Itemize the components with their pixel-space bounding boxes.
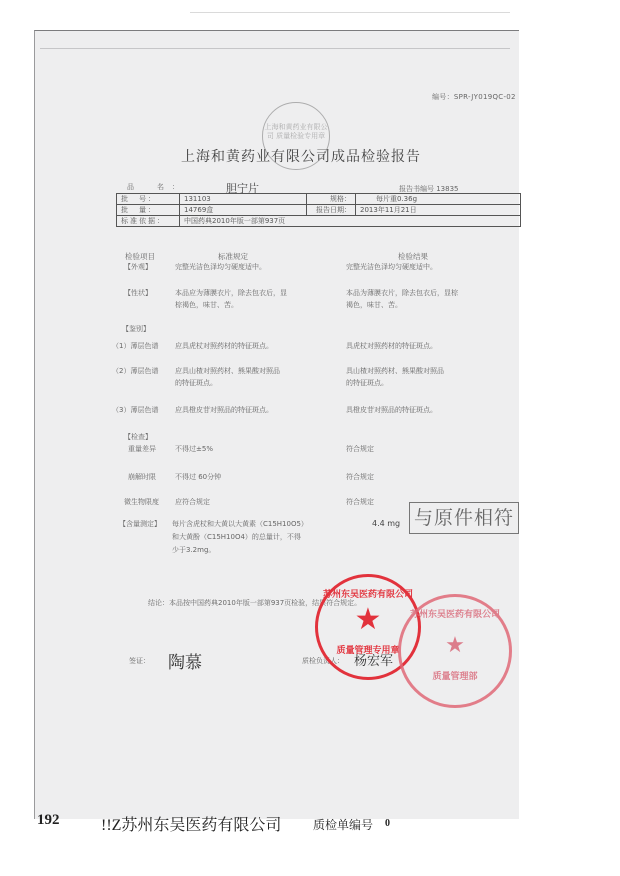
spec-label: 规格： (307, 194, 356, 205)
report-number: 报告书编号 13835 (399, 185, 459, 193)
report-date-label: 报告日期： (307, 205, 356, 216)
column-header-standard: 标准规定 (218, 252, 248, 261)
conclusion-text: 结论：本品按中国药典2010年版一部第937页检验，结果符合规定。 (148, 599, 362, 607)
qc-head-label: 质检负责人： (302, 657, 344, 665)
info-row-standard (117, 216, 521, 227)
inspection-3-standard: 应符合规定 (175, 498, 210, 506)
page-number: 192 (37, 812, 60, 828)
identification-1-result: 具虎杖对照药材的特征斑点。 (346, 342, 437, 350)
inspection-label: 【检查】 (124, 433, 152, 441)
character-standard-line2: 棕褐色，味甘、苦。 (175, 301, 238, 309)
report-date-value: 2013年11月21日 (356, 205, 521, 216)
column-header-item: 检验项目 (125, 252, 155, 261)
qc-number-value: 0 (385, 818, 390, 829)
batch-label: 批 号： (117, 194, 180, 205)
character-result-line1: 本品为薄膜衣片，除去包衣后，显棕 (346, 289, 458, 297)
report-title: 上海和黄药业有限公司成品检验报告 (181, 149, 421, 165)
assay-standard-line1: 每片含虎杖和大黄以大黄素（C15H10O5） (172, 520, 308, 528)
star-icon: ★ (445, 633, 465, 658)
identification-2-standard-line2: 的特征斑点。 (175, 379, 217, 387)
identification-2-result-line2: 的特征斑点。 (346, 379, 388, 387)
inspection-2-standard: 不得过 60分钟 (175, 473, 222, 481)
standard-basis-label: 标准依据： (117, 216, 180, 227)
identification-2-result-line1: 具山楂对照药材、熊果酸对照品 (346, 367, 444, 375)
inspection-2-result: 符合规定 (346, 473, 374, 481)
appearance-standard: 完整光洁色泽均匀硬度适中。 (175, 263, 266, 271)
identification-2-method: （2）薄层色谱 (112, 367, 159, 375)
character-standard-line1: 本品应为薄膜衣片，除去包衣后，显 (175, 289, 287, 297)
assay-standard-line2: 和大黄酚（C15H10O4）的总量计，不得 (172, 533, 301, 541)
assay-standard-line3: 少于3.2mg。 (172, 546, 216, 554)
identification-1-standard: 应具虎杖对照药材的特征斑点。 (175, 342, 273, 350)
product-name-label: 品 名： (127, 183, 187, 191)
product-name-value: 胆宁片 (226, 182, 259, 195)
assay-result: 4.4 mg (372, 519, 401, 528)
identification-2-standard-line1: 应具山楂对照药材、熊果酸对照品 (175, 367, 280, 375)
inspection-3-name: 微生物限度 (124, 498, 159, 506)
standard-basis-value: 中国药典2010年版一部第937页 (180, 216, 521, 227)
spec-value: 每片重0.36g (356, 194, 521, 205)
info-row-quantity (117, 205, 521, 216)
scanned-page-edge (484, 30, 519, 819)
signer-label: 签证： (129, 657, 150, 665)
inspection-1-standard: 不得过±5% (175, 445, 213, 453)
inspection-3-result: 符合规定 (346, 498, 374, 506)
footer-company: !!Z苏州东吴医药有限公司 (101, 817, 282, 834)
identification-1-method: （1）薄层色谱 (112, 342, 159, 350)
assay-label: 【含量测定】 (119, 520, 161, 528)
red-company-seal: 苏州东吴医药有限公司 ★ 质量管理部 (398, 594, 512, 708)
appearance-result: 完整光洁色泽均匀硬度适中。 (346, 263, 437, 271)
identification-3-standard: 应具橙皮苷对照品的特征斑点。 (175, 406, 273, 414)
document-code: 编号：SPR-JY019QC-02 (432, 93, 516, 101)
info-row-batch (117, 194, 521, 205)
inspection-1-name: 重量差异 (128, 445, 156, 453)
signer-signature: 陶慕 (168, 653, 202, 673)
identification-3-result: 具橙皮苷对照品的特征斑点。 (346, 406, 437, 414)
star-icon: ★ (354, 602, 382, 637)
column-header-result: 检验结果 (398, 252, 428, 261)
appearance-label: 【外观】 (124, 263, 152, 271)
quantity-label: 批 量： (117, 205, 180, 216)
inspection-2-name: 崩解时限 (128, 473, 156, 481)
red-quality-seal: 苏州东吴医药有限公司 ★ 质量管理专用章 (315, 574, 421, 680)
character-result-line2: 褐色，味甘、苦。 (346, 301, 402, 309)
copy-conforms-stamp: 与原件相符 (409, 502, 519, 534)
gray-company-stamp: 上海和黄药业有限公司 质量检验专用章 (262, 102, 330, 170)
quantity-value: 14769盒 (180, 205, 307, 216)
identification-label: 【鉴别】 (122, 325, 150, 333)
qc-head-signature: 杨宏军 (354, 654, 394, 669)
character-label: 【性状】 (124, 289, 152, 297)
scan-artifact-line (190, 12, 510, 13)
scan-artifact-line (40, 48, 510, 49)
identification-3-method: （3）薄层色谱 (112, 406, 159, 414)
qc-number-label: 质检单编号 (313, 818, 374, 832)
batch-value: 131103 (180, 194, 307, 205)
product-info-table (116, 193, 521, 227)
inspection-1-result: 符合规定 (346, 445, 374, 453)
